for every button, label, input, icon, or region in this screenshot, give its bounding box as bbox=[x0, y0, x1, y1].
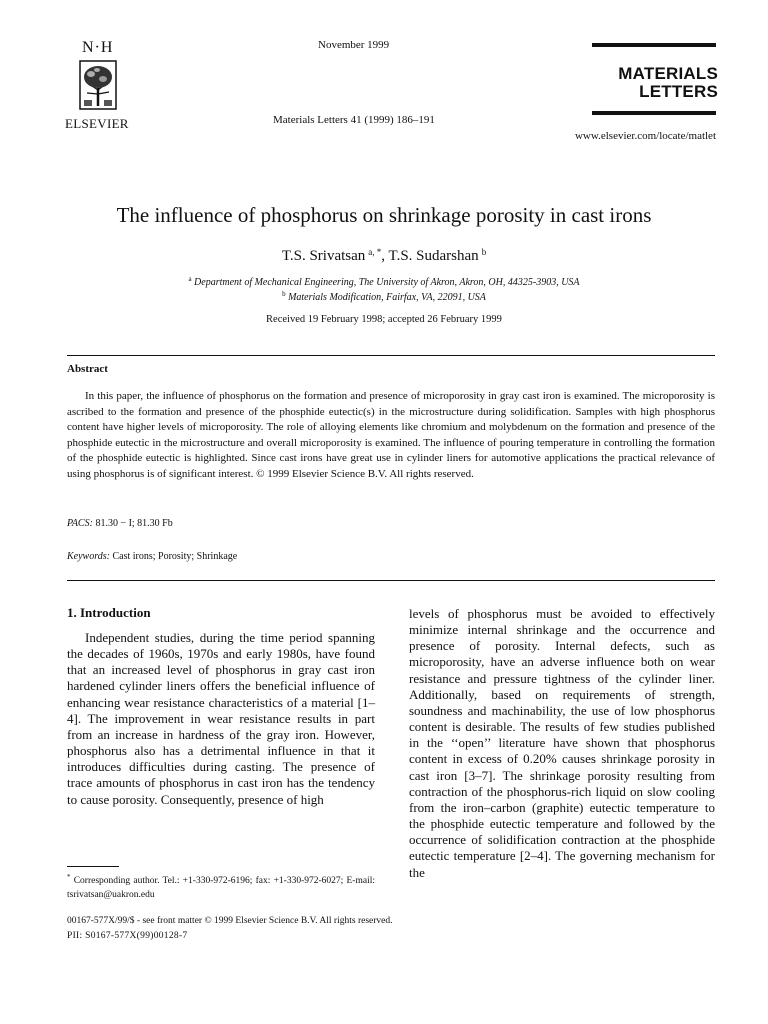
affiliation-text: Materials Modification, Fairfax, VA, 22091, USA bbox=[288, 292, 486, 303]
affiliation-mark: b bbox=[282, 290, 286, 298]
author-name: T.S. Srivatsan bbox=[281, 248, 366, 264]
journal-url-link[interactable]: www.elsevier.com/locate/matlet bbox=[574, 130, 716, 142]
pacs-codes bbox=[67, 519, 173, 529]
journal-logo bbox=[590, 65, 718, 101]
abstract-text: In this paper, the influence of phosphorus on the formation and presence of microporosity in gray cast iron is examined. The microporosity is ascribed to the formation and presence of the phosphide eutectic(s) in the microstructure during solidification. Samples with high phosphorus content have higher levels of microporosity. The role of alloying elements like chromium and molybdenum on the formation and presence of the phosphide eutectic in the microstructure and overall microporosity is examined. The influence of pouring temperature in controlling the formation of the phosphide eutectic is highlighted. Since cast irons have great use in cylinder liners for automotive applications the practical relevance of using phosphorus is of significant interest. © 1999 Elsevier Science B.V. All rights reserved. bbox=[67, 390, 715, 480]
journal-logo-rule-bottom bbox=[592, 111, 716, 115]
affiliation-b bbox=[0, 291, 768, 303]
author-affiliation-mark: b bbox=[481, 247, 487, 257]
section-heading: 1. Introduction bbox=[67, 605, 151, 620]
elsevier-tree-logo-icon bbox=[79, 60, 117, 110]
affiliation-a bbox=[0, 276, 768, 288]
author-name: T.S. Sudarshan bbox=[388, 248, 479, 264]
journal-citation: Materials Letters 41 (1999) 186–191 bbox=[273, 114, 435, 126]
footnote-text: Corresponding author. Tel.: +1-330-972-6196; fax: +1-330-972-6027; E-mail: tsrivatsan@uakron.edu bbox=[67, 876, 375, 900]
abstract-heading: Abstract bbox=[67, 363, 108, 375]
publisher-logo-text: N·H bbox=[82, 39, 114, 56]
publisher-name: ELSEVIER bbox=[65, 116, 129, 131]
journal-logo-rule-top bbox=[592, 43, 716, 47]
keywords-value: Cast irons; Porosity; Shrinkage bbox=[109, 551, 238, 562]
author-list bbox=[0, 248, 768, 264]
abstract-bottom-divider bbox=[67, 580, 715, 581]
pacs-label: PACS: bbox=[67, 518, 93, 529]
keywords-label: Keywords: bbox=[67, 551, 110, 562]
abstract-top-divider bbox=[67, 355, 715, 356]
footnote-mark: * bbox=[67, 873, 71, 881]
keywords bbox=[67, 552, 237, 562]
affiliation-text: Department of Mechanical Engineering, The University of Akron, Akron, OH, 44325-3903, USA bbox=[194, 277, 580, 288]
journal-name-line2: LETTERS bbox=[639, 82, 718, 101]
author-separator: , bbox=[381, 248, 389, 264]
corresponding-author-footnote bbox=[67, 870, 375, 902]
issue-date: November 1999 bbox=[318, 39, 390, 51]
copyright-line: 00167-577X/99/$ - see front matter © 1999 Elsevier Science B.V. All rights reserved. bbox=[67, 916, 393, 926]
article-title: The influence of phosphorus on shrinkage porosity in cast irons bbox=[116, 203, 652, 227]
pii-line: PII: S0167-577X(99)00128-7 bbox=[67, 931, 188, 941]
received-dates: Received 19 February 1998; accepted 26 February 1999 bbox=[266, 314, 502, 325]
body-right-column: levels of phosphorus must be avoided to effectively minimize internal shrinkage and the occurrence and presence of porosity. Internal defects, such as microporosity, have an adverse influence both on wear resistance and pressure tightness of the cylinder liner. Additionally, based on requirements of strength, soundness and machinability, the use of low phosphorus content is desirable. The results of few studies published in the ‘‘open’’ literature have shown that phosphorus content in excess of 0.20% causes shrinkage porosity in cast iron [3–7]. The shrinkage porosity resulting from contraction of the phosphorus-rich liquid on slow cooling from the iron–carbon (graphite) eutectic temperature to the phosphide eutectic temperature and followed by the occurrence of solidification contraction at the phosphide eutectic temperature [2–4]. The governing mechanism for the bbox=[409, 606, 715, 880]
body-left-column: Independent studies, during the time period spanning the decades of 1960s, 1970s and early 1980s, have found that an increased level of phosphorus in gray cast iron hardened cylinder liners offers the beneficial influence of enhancing wear resistance characteristics of a material [1–4]. The improvement in wear resistance results in part from an increase in hardness of the gray iron. However, phosphorus also has a detrimental influence in that it introduces difficulties during casting. The presence of trace amounts of phosphorus in cast iron has the tendency to cause porosity. Consequently, presence of high bbox=[67, 630, 375, 807]
pacs-value: 81.30 − I; 81.30 Fb bbox=[92, 518, 173, 529]
affiliation-mark: a bbox=[188, 275, 192, 283]
footnote-divider bbox=[67, 866, 119, 867]
journal-name-line1: MATERIALS bbox=[618, 64, 718, 83]
author-affiliation-mark: a, * bbox=[368, 247, 382, 257]
